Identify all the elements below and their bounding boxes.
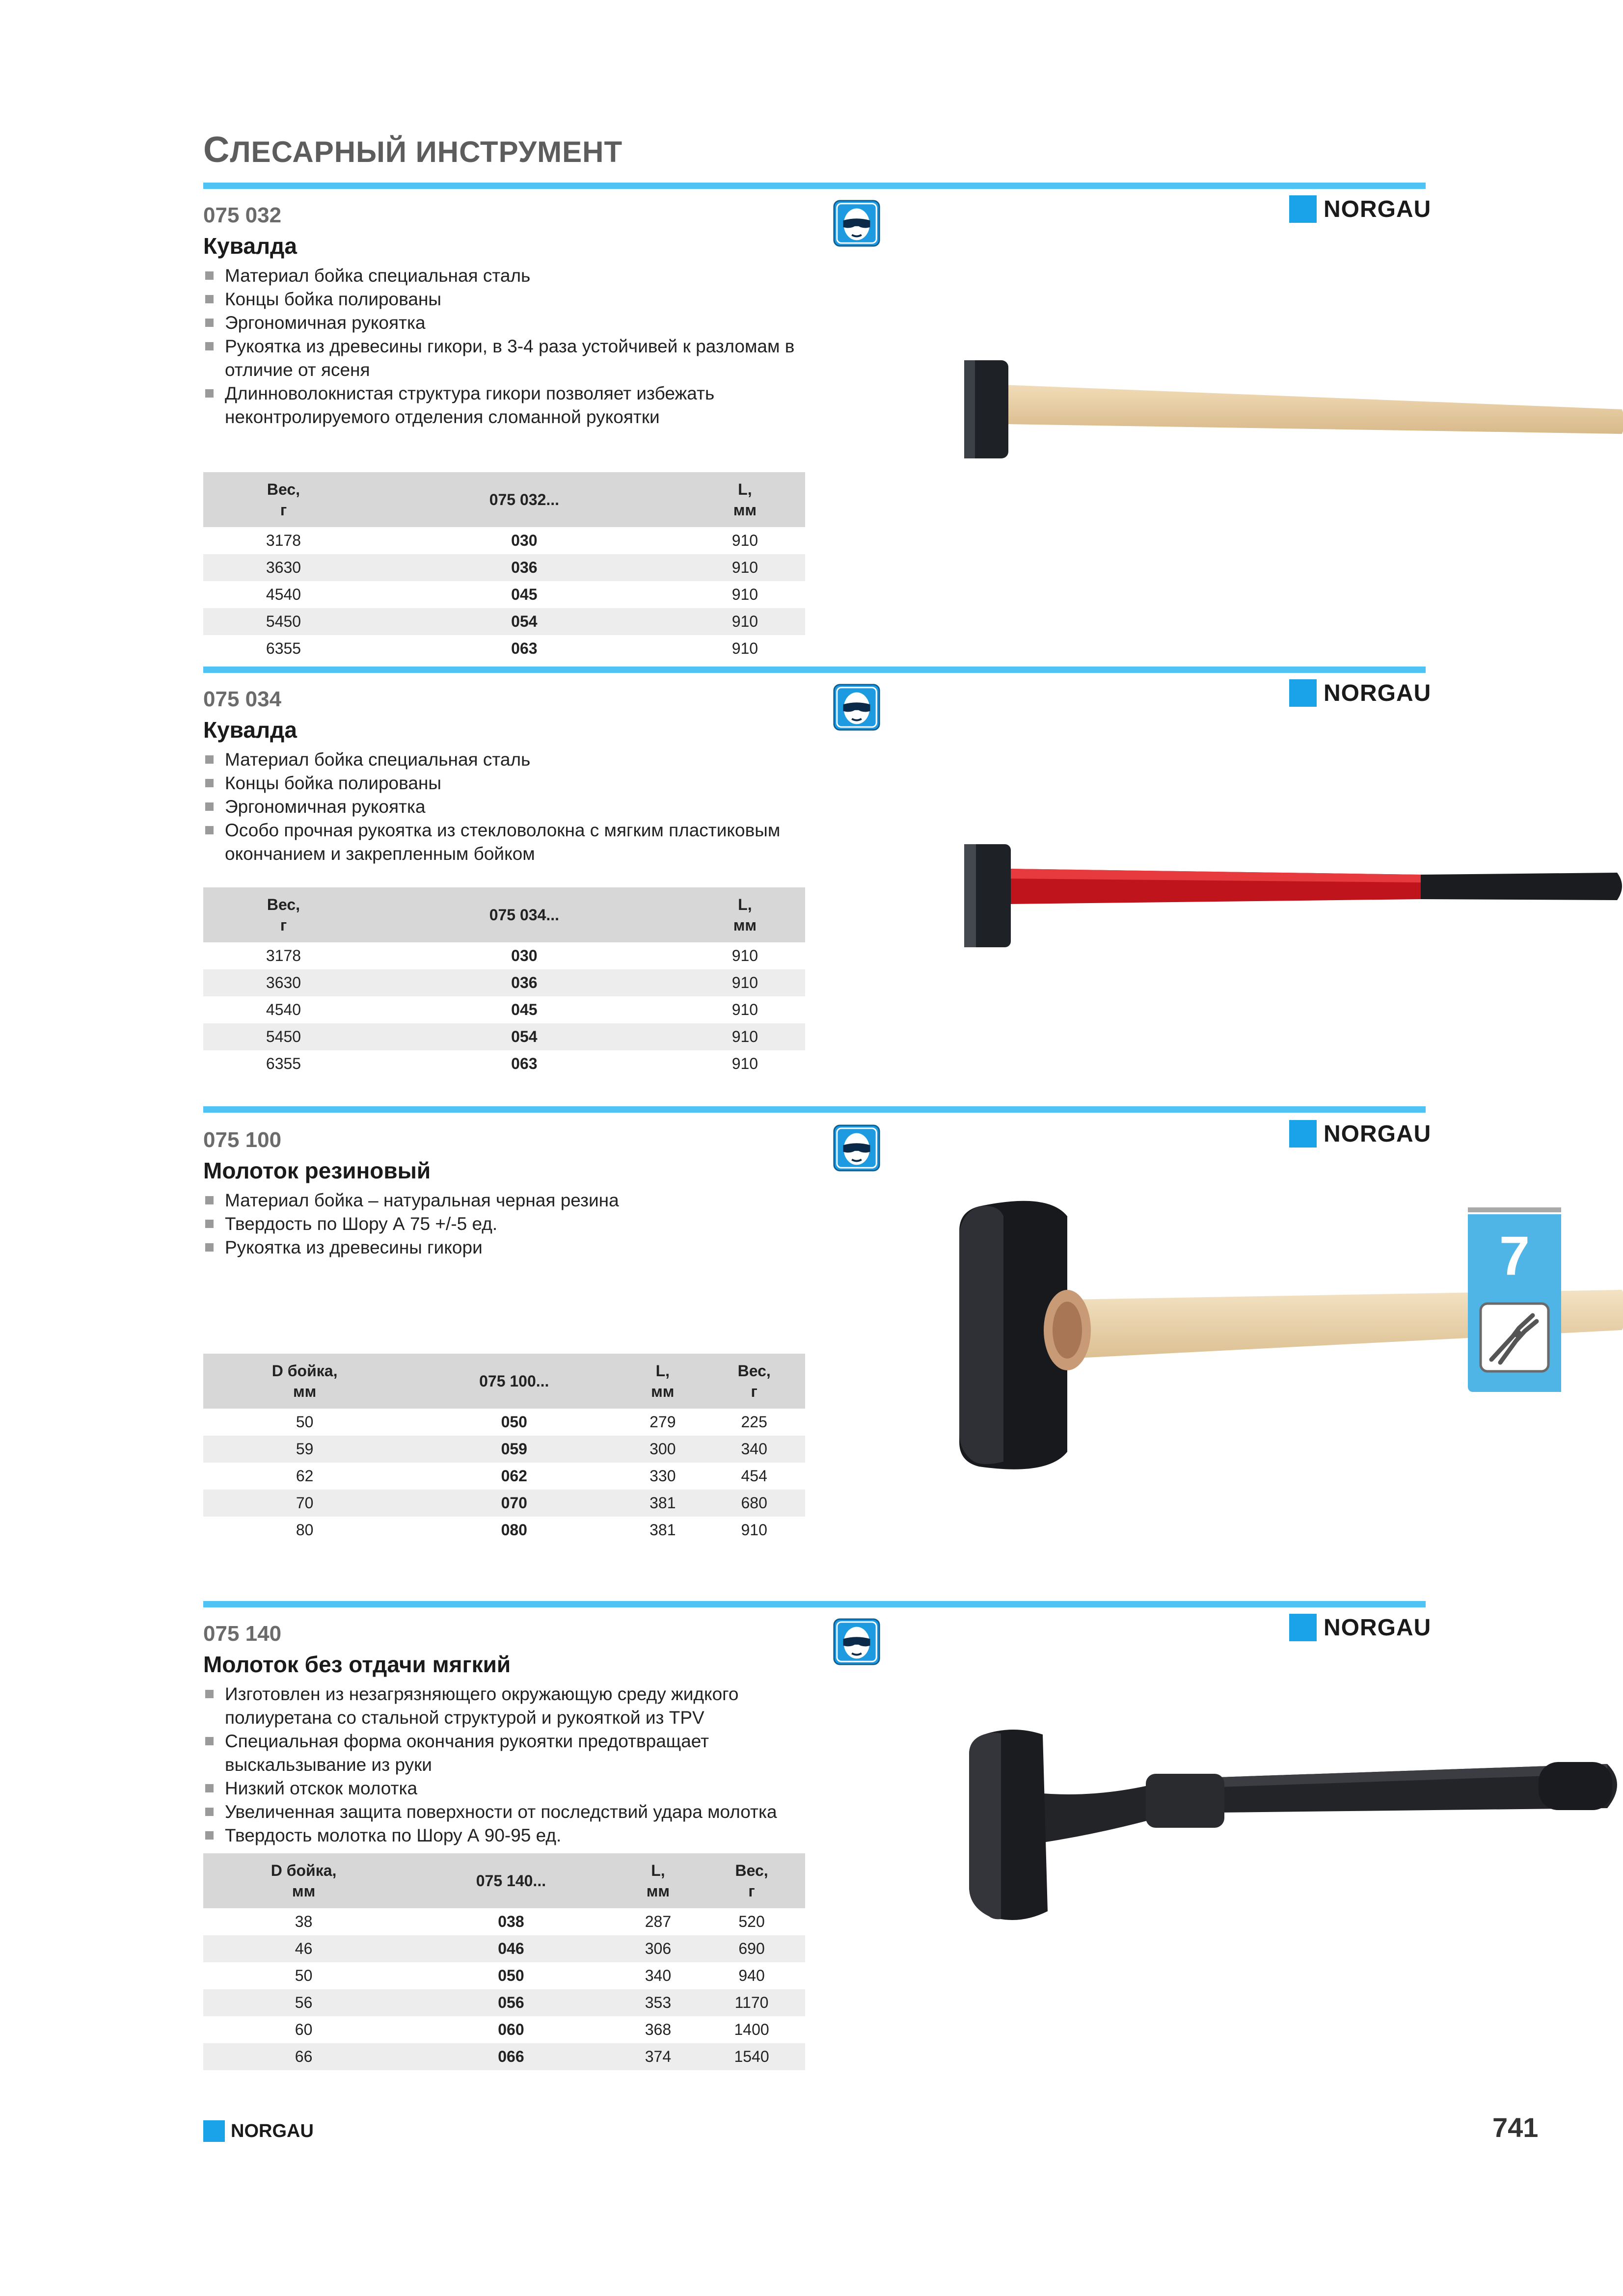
brand-logo bbox=[1289, 679, 1431, 707]
table-cell: 054 bbox=[364, 608, 685, 635]
feature-item: Рукоятка из древесины гикори, в 3-4 раза устойчивей к разломам в отличие от ясеня bbox=[203, 335, 812, 382]
feature-item: Изготовлен из незагрязняющего окружающую среду жидкого полиуретана со стальной структурой и рукояткой из TPV bbox=[203, 1682, 812, 1730]
feature-item: Длинноволокнистая структура гикори позволяет избежать неконтролируемого отделения сломанной рукоятки bbox=[203, 382, 812, 429]
product-code: 075 032 bbox=[203, 203, 282, 227]
table-cell: 46 bbox=[203, 1935, 404, 1962]
table-cell: 059 bbox=[406, 1436, 622, 1463]
table-cell: 287 bbox=[645, 1913, 672, 1930]
table-cell: 4540 bbox=[266, 586, 301, 603]
table-cell: 38 bbox=[295, 1913, 313, 1930]
table-cell: 910 bbox=[685, 1023, 805, 1050]
table-cell: 063 bbox=[511, 1055, 538, 1072]
brand-square bbox=[1289, 1120, 1317, 1148]
table-cell: 279 bbox=[649, 1413, 676, 1431]
page-title-initial: С bbox=[203, 129, 230, 170]
table-row bbox=[203, 996, 805, 1023]
feature-item: Эргономичная рукоятка bbox=[203, 311, 812, 335]
feature-list bbox=[203, 1682, 812, 1847]
product-code: 075 034 bbox=[203, 687, 282, 711]
table-cell: 3178 bbox=[266, 947, 301, 964]
table-cell: 6355 bbox=[266, 1055, 301, 1072]
product-name: Молоток без отдачи мягкий bbox=[203, 1652, 511, 1677]
table-row bbox=[203, 635, 805, 662]
table-cell: 045 bbox=[511, 586, 538, 603]
brand-logo bbox=[1289, 1120, 1431, 1148]
page-number: 741 bbox=[1492, 2112, 1539, 2143]
footer-brand-logo bbox=[203, 2120, 314, 2142]
table-cell: 306 bbox=[618, 1935, 698, 1962]
column-header: D бойка, мм bbox=[203, 1853, 404, 1908]
table-cell: 56 bbox=[203, 1989, 404, 2016]
table-cell: 940 bbox=[738, 1967, 765, 1984]
table-cell: 063 bbox=[511, 640, 538, 657]
brand-name: NORGAU bbox=[1324, 1121, 1432, 1147]
chapter-number: 7 bbox=[1499, 1225, 1530, 1286]
safety-goggles-icon bbox=[833, 1618, 881, 1666]
table-row bbox=[203, 1989, 805, 2016]
table-cell: 070 bbox=[406, 1490, 622, 1517]
table-cell: 050 bbox=[498, 1967, 524, 1984]
table-row bbox=[203, 1935, 805, 1962]
table-cell: 5450 bbox=[203, 1023, 364, 1050]
feature-item: Концы бойка полированы bbox=[203, 288, 812, 311]
table-row bbox=[203, 608, 805, 635]
table-cell: 5450 bbox=[203, 608, 364, 635]
column-header: Вес, г bbox=[203, 472, 364, 527]
table-row bbox=[203, 1409, 805, 1436]
table-row bbox=[203, 1490, 805, 1517]
table-cell: 62 bbox=[296, 1467, 314, 1485]
brand-name: NORGAU bbox=[1324, 680, 1432, 706]
feature-item: Особо прочная рукоятка из стекловолокна с мягким пластиковым окончанием и закрепленным бойком bbox=[203, 819, 812, 866]
table-cell: 340 bbox=[703, 1436, 805, 1463]
safety-goggles-icon bbox=[833, 199, 881, 247]
brand-name: NORGAU bbox=[1324, 1614, 1432, 1641]
table-cell: 690 bbox=[698, 1935, 805, 1962]
column-header: 075 032... bbox=[364, 472, 685, 527]
table-cell: 910 bbox=[685, 969, 805, 996]
table-cell: 1540 bbox=[698, 2043, 805, 2070]
table-cell: 374 bbox=[618, 2043, 698, 2070]
table-cell: 036 bbox=[364, 554, 685, 581]
feature-item: Материал бойка – натуральная черная резина bbox=[203, 1189, 812, 1212]
chapter-tab bbox=[1468, 1214, 1561, 1392]
feature-item: Материал бойка специальная сталь bbox=[203, 264, 812, 288]
table-cell: 1400 bbox=[734, 2021, 769, 2038]
table-row bbox=[203, 2043, 805, 2070]
sledgehammer-wood-image bbox=[891, 306, 1623, 473]
table-cell: 50 bbox=[295, 1967, 313, 1984]
section-divider bbox=[203, 183, 1426, 189]
page-title bbox=[203, 129, 622, 170]
table-row bbox=[203, 527, 805, 554]
table-cell: 368 bbox=[645, 2021, 672, 2038]
table-cell: 056 bbox=[404, 1989, 618, 2016]
table-cell: 381 bbox=[622, 1490, 703, 1517]
feature-item: Увеличенная защита поверхности от последствий удара молотка bbox=[203, 1800, 812, 1824]
table-cell: 225 bbox=[741, 1413, 767, 1431]
feature-list bbox=[203, 264, 812, 429]
table-cell: 680 bbox=[703, 1490, 805, 1517]
column-header: D бойка, мм bbox=[203, 1354, 406, 1409]
table-cell: 80 bbox=[296, 1521, 314, 1539]
table-cell: 062 bbox=[501, 1467, 527, 1485]
column-header: L, мм bbox=[618, 1853, 698, 1908]
table-cell: 054 bbox=[364, 1023, 685, 1050]
table-row bbox=[203, 1962, 805, 1989]
table-cell: 910 bbox=[741, 1521, 767, 1539]
table-cell: 381 bbox=[649, 1521, 676, 1539]
table-cell: 300 bbox=[622, 1436, 703, 1463]
table-cell: 3630 bbox=[203, 554, 364, 581]
product-name: Молоток резиновый bbox=[203, 1158, 431, 1183]
spec-table bbox=[203, 1354, 805, 1544]
column-header: 075 034... bbox=[364, 887, 685, 942]
feature-list bbox=[203, 1189, 812, 1259]
dead-blow-hammer-image bbox=[920, 1715, 1623, 1941]
table-cell: 1170 bbox=[698, 1989, 805, 2016]
table-cell: 910 bbox=[685, 554, 805, 581]
column-header: 075 100... bbox=[406, 1354, 622, 1409]
feature-list bbox=[203, 748, 812, 866]
brand-name: NORGAU bbox=[1324, 196, 1432, 222]
table-cell: 910 bbox=[731, 947, 758, 964]
page-title-rest: ЛЕСАРНЫЙ ИНСТРУМЕНТ bbox=[230, 135, 623, 168]
table-cell: 330 bbox=[649, 1467, 676, 1485]
table-cell: 59 bbox=[203, 1436, 406, 1463]
table-cell: 038 bbox=[498, 1913, 524, 1930]
table-cell: 910 bbox=[731, 532, 758, 549]
section-divider bbox=[203, 1106, 1426, 1113]
feature-item: Рукоятка из древесины гикори bbox=[203, 1236, 812, 1259]
brand-square bbox=[1289, 679, 1317, 707]
table-cell: 3630 bbox=[203, 969, 364, 996]
table-cell: 910 bbox=[731, 1055, 758, 1072]
product-code: 075 100 bbox=[203, 1128, 282, 1152]
feature-item: Специальная форма окончания рукоятки предотвращает выскальзывание из руки bbox=[203, 1730, 812, 1777]
brand-logo bbox=[1289, 195, 1431, 223]
table-cell: 910 bbox=[685, 608, 805, 635]
table-cell: 520 bbox=[738, 1913, 765, 1930]
feature-item: Низкий отскок молотка bbox=[203, 1777, 812, 1800]
feature-item: Твердость молотка по Шору А 90-95 ед. bbox=[203, 1824, 812, 1847]
table-cell: 030 bbox=[511, 532, 538, 549]
table-cell: 50 bbox=[296, 1413, 314, 1431]
table-row bbox=[203, 1436, 805, 1463]
table-row bbox=[203, 554, 805, 581]
column-header: L, мм bbox=[622, 1354, 703, 1409]
brand-square bbox=[1289, 1614, 1317, 1641]
table-cell: 045 bbox=[511, 1001, 538, 1018]
table-cell: 4540 bbox=[266, 1001, 301, 1018]
product-name: Кувалда bbox=[203, 233, 297, 259]
brand-square bbox=[203, 2120, 225, 2142]
table-row bbox=[203, 1908, 805, 1935]
sledgehammer-fiberglass-image bbox=[891, 795, 1623, 952]
spec-table bbox=[203, 887, 805, 1077]
table-header-row bbox=[203, 1354, 805, 1409]
column-header: Вес, г bbox=[698, 1853, 805, 1908]
feature-item: Концы бойка полированы bbox=[203, 772, 812, 795]
chapter-tab-bar bbox=[1468, 1207, 1561, 1212]
feature-item: Твердость по Шору А 75 +/-5 ед. bbox=[203, 1212, 812, 1236]
table-cell: 353 bbox=[618, 1989, 698, 2016]
table-cell: 050 bbox=[501, 1413, 527, 1431]
column-header: Вес, г bbox=[203, 887, 364, 942]
table-row bbox=[203, 942, 805, 969]
table-cell: 910 bbox=[731, 586, 758, 603]
brand-logo bbox=[1289, 1614, 1431, 1641]
pliers-icon bbox=[1479, 1302, 1550, 1373]
feature-item: Материал бойка специальная сталь bbox=[203, 748, 812, 772]
product-code: 075 140 bbox=[203, 1622, 282, 1646]
product-name: Кувалда bbox=[203, 717, 297, 743]
table-cell: 66 bbox=[203, 2043, 404, 2070]
safety-goggles-icon bbox=[833, 683, 881, 731]
table-row bbox=[203, 1463, 805, 1490]
section-divider bbox=[203, 667, 1426, 673]
safety-goggles-icon bbox=[833, 1124, 881, 1172]
table-cell: 454 bbox=[741, 1467, 767, 1485]
table-row bbox=[203, 1050, 805, 1077]
table-cell: 340 bbox=[645, 1967, 672, 1984]
table-row bbox=[203, 581, 805, 608]
table-cell: 046 bbox=[404, 1935, 618, 1962]
column-header: Вес, г bbox=[703, 1354, 805, 1409]
table-row bbox=[203, 2016, 805, 2043]
table-cell: 036 bbox=[364, 969, 685, 996]
footer-brand-name: NORGAU bbox=[231, 2120, 314, 2141]
table-cell: 3178 bbox=[266, 532, 301, 549]
column-header: 075 140... bbox=[404, 1853, 618, 1908]
feature-item: Эргономичная рукоятка bbox=[203, 795, 812, 819]
table-cell: 60 bbox=[295, 2021, 313, 2038]
table-row bbox=[203, 969, 805, 996]
table-cell: 080 bbox=[501, 1521, 527, 1539]
column-header: L, мм bbox=[685, 887, 805, 942]
table-row bbox=[203, 1023, 805, 1050]
table-header-row bbox=[203, 1853, 805, 1908]
table-cell: 910 bbox=[731, 640, 758, 657]
table-cell: 910 bbox=[731, 1001, 758, 1018]
spec-table bbox=[203, 472, 805, 662]
spec-table bbox=[203, 1853, 805, 2070]
table-cell: 030 bbox=[511, 947, 538, 964]
table-cell: 6355 bbox=[266, 640, 301, 657]
table-header-row bbox=[203, 472, 805, 527]
table-cell: 066 bbox=[404, 2043, 618, 2070]
table-header-row bbox=[203, 887, 805, 942]
table-cell: 70 bbox=[203, 1490, 406, 1517]
table-row bbox=[203, 1517, 805, 1544]
brand-square bbox=[1289, 195, 1317, 223]
section-divider bbox=[203, 1601, 1426, 1607]
column-header: L, мм bbox=[685, 472, 805, 527]
table-cell: 060 bbox=[498, 2021, 524, 2038]
